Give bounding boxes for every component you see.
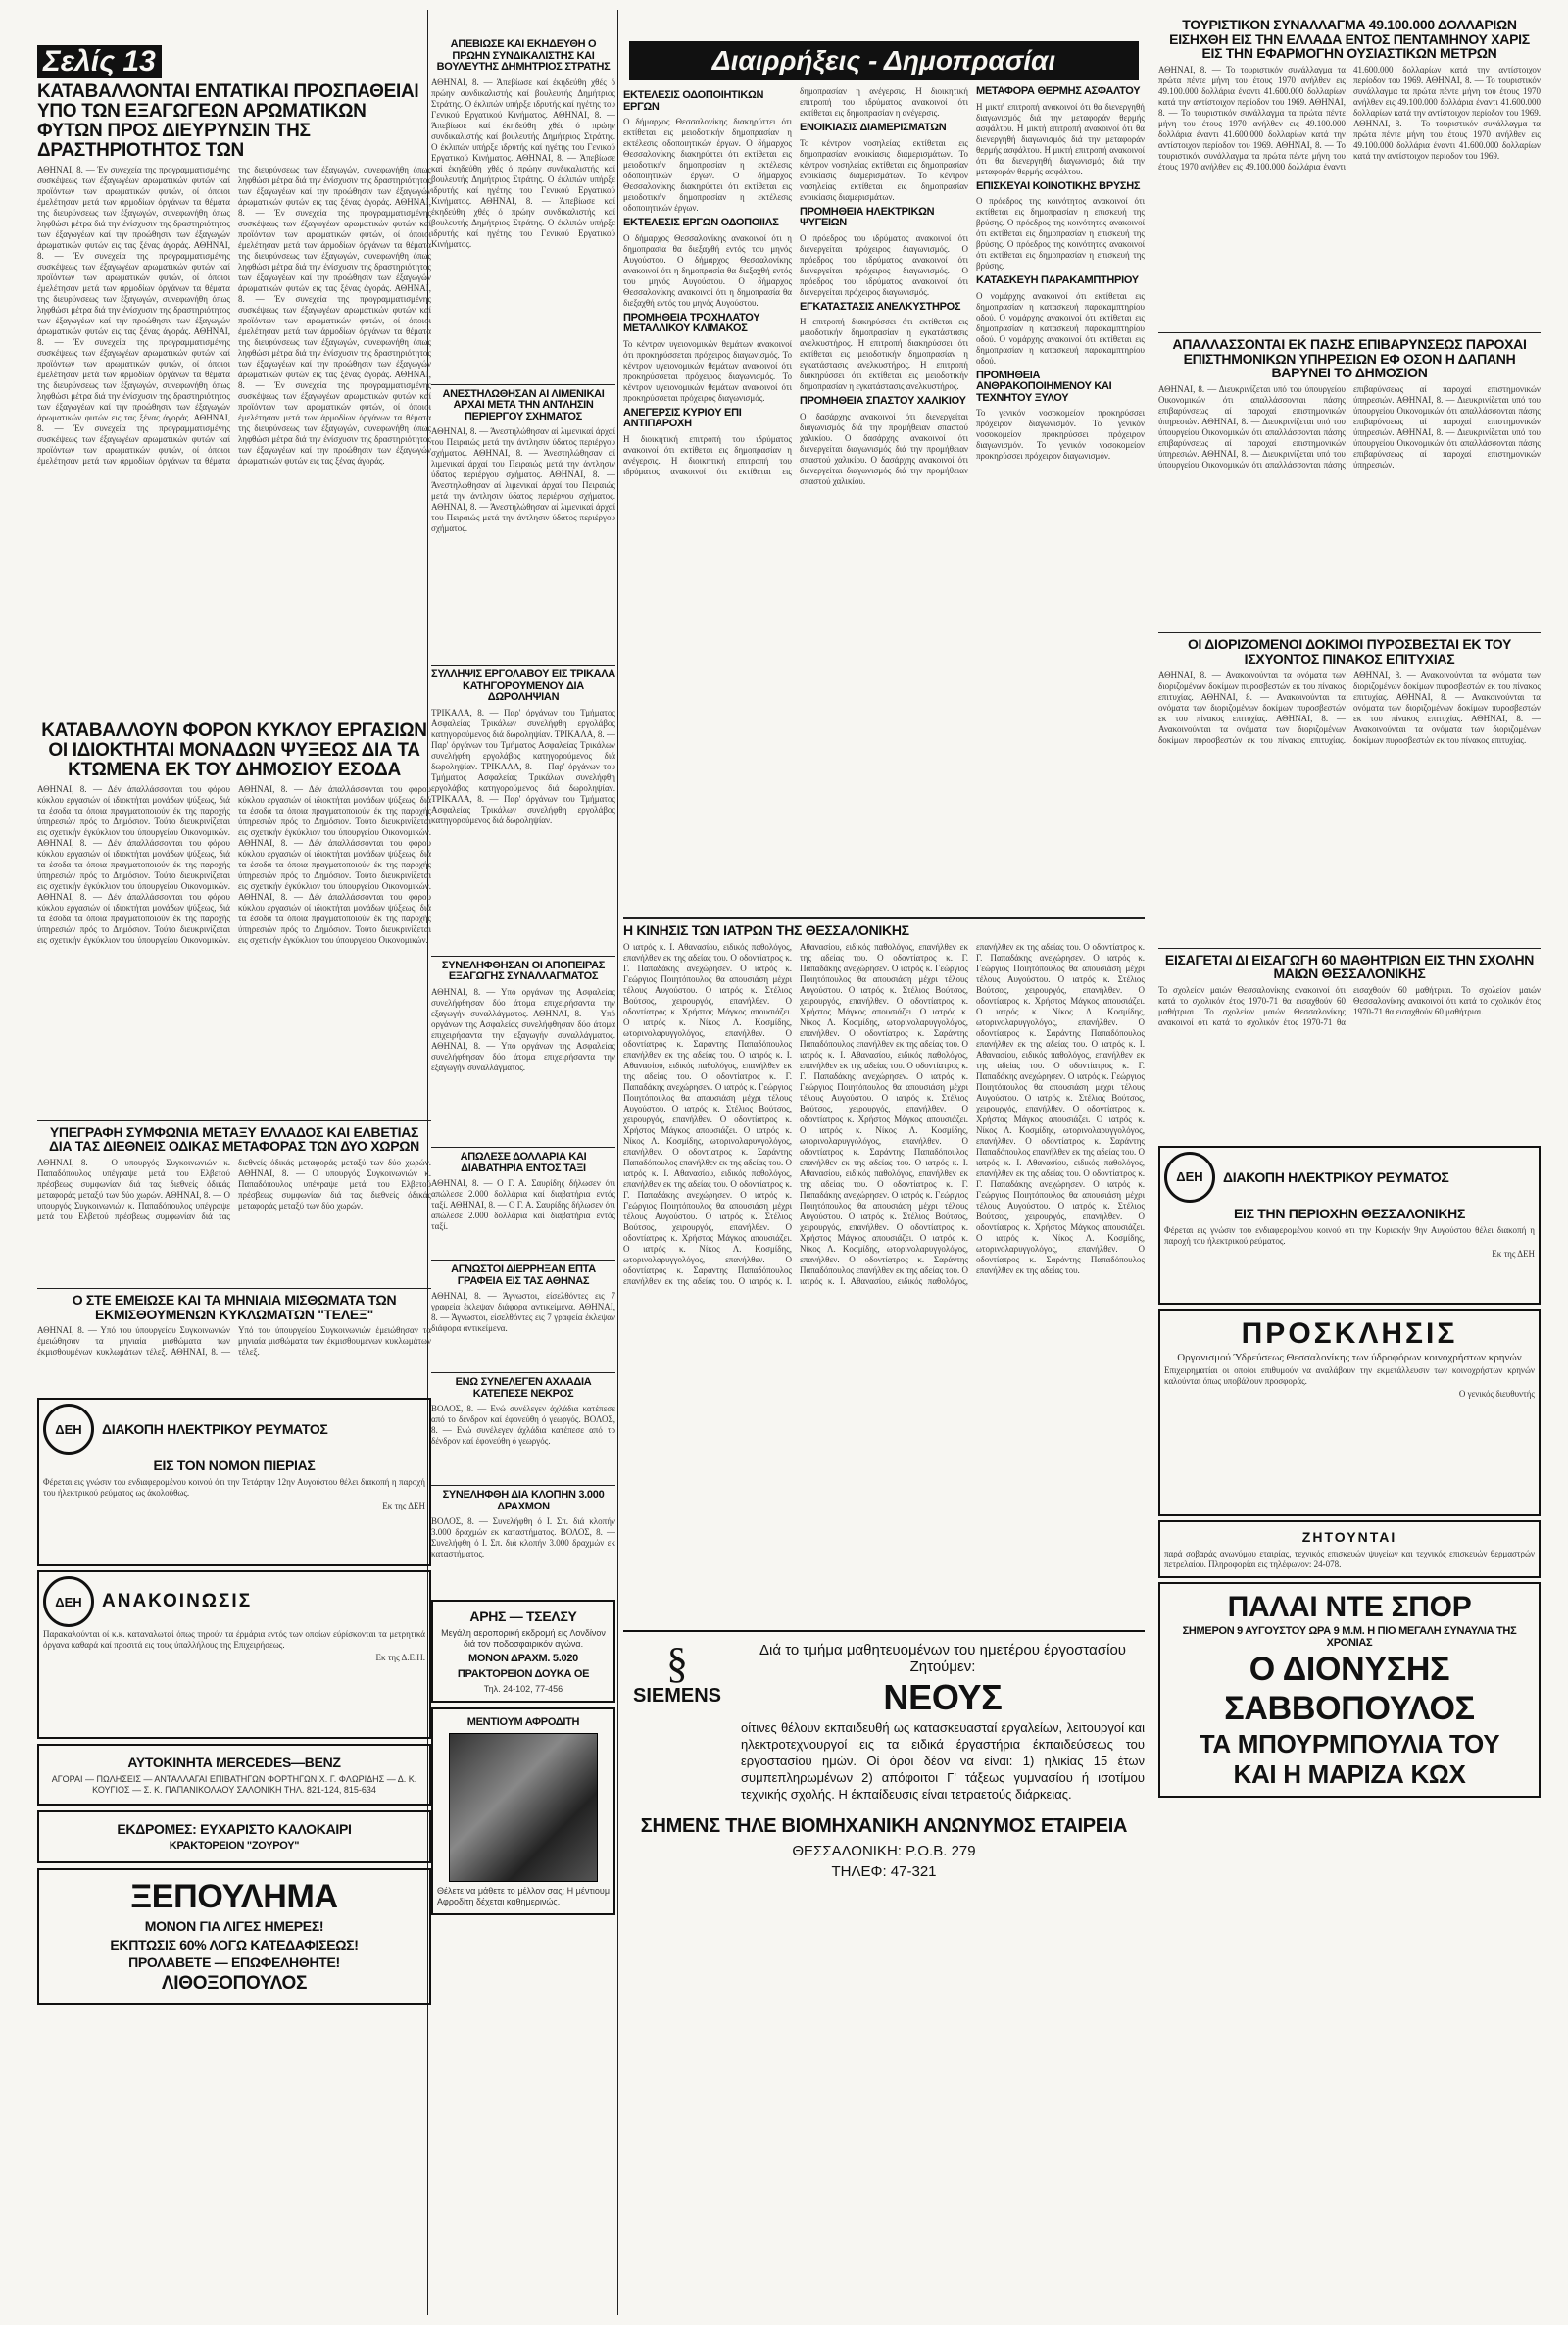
auction-item: ΕΚΤΕΛΕΣΙΣ ΟΔΟΠΟΙΗΤΙΚΩΝ ΕΡΓΩΝ Ο δήμαρχος Θεσσαλονίκης διακηρύττει ότι εκτίθεται εις μειοδοτικήν δημοπρασίαν η εκτέλεσις οδοποιητικών έργων. Ο δήμαρχος Θεσσαλονίκης διακηρύττει ότι εκτίθεται εις μειοδοτικήν δημοπρασίαν η εκτέλεσις οδοποιητικών έργων. Ο δήμαρχος Θεσσαλονίκης διακηρύττει ότι εκτίθεται εις μειοδοτικήν δημοπρασίαν η εκτέλεσις οδοποιητικών έργων. — [623, 89, 793, 214]
headline-harbour: ΑΝΕΣΤΗΛΩΘΗΣΑΝ ΑΙ ΛΙΜΕΝΙΚΑΙ ΑΡΧΑΙ ΜΕΤΑ ΤΗΝ ΑΝΤΛΗΣΙΝ ΠΕΡΙΕΡΓΟΥ ΣΧΗΜΑΤΟΣ — [442, 387, 605, 422]
deh-notice-pieria: ΔΕΗ ΔΙΑΚΟΠΗ ΗΛΕΚΤΡΙΚΟΥ ΡΕΥΜΑΤΟΣ ΕΙΣ ΤΟΝ ΝΟΜΟΝ ΠΙΕΡΙΑΣ Φέρεται εις γνώσιν του ενδιαφερομένου κοινού ότι την Τετάρτην 12ην Αυγούστου θέλει διακοπή η παροχή του ήλεκτρικού ρεύματος ως άκολούθως. Εκ της ΔΕΗ — [37, 1398, 431, 1566]
section-masthead: Διαιρρήξεις - Δημοπρασίαι — [629, 41, 1139, 80]
ad-aris-chelsea: ΑΡΗΣ — ΤΣΕΛΣΥ Μεγάλη αεροπορική εκδρομή εις Λονδίνον διά τον ποδοσφαιρικόν αγώνα. ΜΟΝΟΝ ΔΡΑΧΜ. 5.020 ΠΡΑΚΤΟΡΕΙΟΝ ΔΟΥΚΑ ΟΕ Τηλ. 24-102, 77-456 — [431, 1600, 615, 1703]
auction-item: ΠΡΟΜΗΘΕΙΑ ΗΛΕΚΤΡΙΚΩΝ ΨΥΓΕΙΩΝ Ο πρόεδρος του ιδρύματος ανακοινοί ότι διενεργείται πρόχειρος διαγωνισμός. Ο πρόεδρος του ιδρύματος ανακοινοί ότι διενεργείται πρόχειρος διαγωνισμός. Ο πρόεδρος του ιδρύματος ανακοινοί ότι διενεργείται πρόχειρος διαγωνισμός. — [800, 205, 969, 297]
article-firefighters: ΑΘΗΝΑΙ, 8. — Ανακοινούνται τα ονόματα των διοριζομένων δοκίμων πυροσβεστών εκ του πίνακος επιτυχίας. ΑΘΗΝΑΙ, 8. — Ανακοινούνται τα ονόματα των διοριζομένων δοκίμων πυροσβεστών εκ του πίνακος επιτυχίας. ΑΘΗΝΑΙ, 8. — Ανακοινούνται τα ονόματα των διοριζομένων δοκίμων πυροσβεστών εκ του πίνακος επιτυχίας. ΑΘΗΝΑΙ, 8. — Ανακοινούνται τα ονόματα των διοριζομένων δοκίμων πυροσβεστών εκ του πίνακος επιτυχίας. ΑΘΗΝΑΙ, 8. — Ανακοινούνται τα ονόματα των διοριζομένων δοκίμων πυροσβεστών εκ του πίνακος επιτυχίας. ΑΘΗΝΑΙ, 8. — Ανακοινούνται τα ονόματα των διοριζομένων δοκίμων πυροσβεστών εκ του πίνακος επιτυχίας. — [1158, 669, 1541, 745]
auction-item: ΠΡΟΜΗΘΕΙΑ ΤΡΟΧΗΛΑΤΟΥ ΜΕΤΑΛΛΙΚΟΥ ΚΛΙΜΑΚΟΣ Το κέντρον υγειονομικών θεμάτων ανακοινοί ότι προκηρύσσεται πρόχειρος διαγωνισμός. Το κέντρον υγειονομικών θεμάτων ανακοινοί ότι προκηρύσσεται πρόχειρος διαγωνισμός. Το κέντρον υγειονομικών θεμάτων ανακοινοί ότι προκηρύσσεται πρόχειρος διαγωνισμός. — [623, 311, 793, 403]
deh-notice-thessaloniki: ΔΕΗ ΔΙΑΚΟΠΗ ΗΛΕΚΤΡΙΚΟΥ ΡΕΥΜΑΤΟΣ ΕΙΣ ΤΗΝ ΠΕΡΙΟΧΗΝ ΘΕΣΣΑΛΟΝΙΚΗΣ Φέρεται εις γνώσιν του ενδιαφερομένου κοινού ότι την Κυριακήν 9ην Αυγούστου θέλει διακοπή η παροχή του ήλεκτρικού ρεύματος. Εκ της ΔΕΗ — [1158, 1146, 1541, 1305]
deh-logo-icon: ΔΕΗ — [1164, 1152, 1215, 1203]
headline-greece-switzerland: ΥΠΕΓΡΑΦΗ ΣΥΜΦΩΝΙΑ ΜΕΤΑΞΥ ΕΛΛΑΔΟΣ ΚΑΙ ΕΛΒΕΤΙΑΣ ΔΙΑ ΤΑΣ ΔΙΕΘΝΕΙΣ ΟΔΙΚΑΣ ΜΕΤΑΦΟΡΑΣ ΤΩΝ ΔΥΟ ΧΩΡΩΝ — [49, 1123, 419, 1155]
auction-item: ΠΡΟΜΗΘΕΙΑ ΣΠΑΣΤΟΥ ΧΑΛΙΚΙΟΥ Ο δασάρχης ανακοινοί ότι διενεργείται διαγωνισμός διά την προμήθειαν σπαστού χαλικίου. Ο δασάρχης ανακοινοί ότι διενεργείται διαγωνισμός διά την προμήθειαν σπαστού χαλικίου. Ο δασάρχης ανακοινοί ότι διενεργείται διαγωνισμός διά την προμήθειαν σπαστού χαλικίου. — [800, 395, 969, 486]
headline-pears: ΕΝΩ ΣΥΝΕΛΕΓΕΝ ΑΧΛΑΔΙΑ ΚΑΤΕΠΕΣΕ ΝΕΚΡΟΣ — [455, 1376, 592, 1400]
column-2 — [427, 0, 619, 2325]
column-3: Διαιρρήξεις - Δημοπρασίαι ΕΚΤΕΛΕΣΙΣ ΟΔΟΠΟΙΗΤΙΚΩΝ ΕΡΓΩΝ Ο δήμαρχος Θεσσαλονίκης διακηρύττει ότι εκτίθεται εις μειοδοτικήν δημοπρασίαν η εκτέλεσις οδοποιητικών έργων. Ο δήμαρχος Θεσσαλονίκης διακηρύττει ότι εκτίθεται εις μειοδοτικήν δημοπρασίαν η εκτέλεσις οδοποιητικών έργων. Ο δήμαρχος Θεσσαλονίκης διακηρύττει ότι εκτίθεται εις μειοδοτικήν δημοπρασίαν η εκτέλεσις οδοποιητικών έργων. ΕΚΤΕΛΕΣΙΣ ΕΡΓΩΝ ΟΔΟΠΟΙΙΑΣ Ο δήμαρχος Θεσσαλονίκης ανακοινοί ότι η δημοπρασία θα διεξαχθή εντός του μηνός Αυγούστου. Ο δήμαρχος Θεσσαλονίκης ανακοινοί ότι η δημοπρασία θα διεξαχθή εντός του μηνός Αυγούστου. Ο δήμαρχος Θεσσαλονίκης ανακοινοί ότι η δημοπρασία θα διεξαχθή εντός του μηνός Αυγούστου. ΠΡΟΜΗΘΕΙΑ ΤΡΟΧΗΛΑΤΟΥ ΜΕΤΑΛΛΙΚΟΥ ΚΛΙΜΑΚΟΣ Το κέντρον υγειονομικών θεμάτων ανακοινοί ότι προκηρύσσεται πρόχειρος διαγωνισμός. Το κέντρον υγειονομικών θεμάτων ανακοινοί ότι προκηρύσσεται πρόχειρος διαγωνισμός. Το κέντρον υγειονομικών θεμάτων ανακοινοί ότι προκηρύσσεται πρόχειρος διαγωνισμός. ΑΝΕΓΕΡΣΙΣ ΚΥΡΙΟΥ ΕΠΙ ΑΝΤΙΠΑΡΟΧΗ Η διοικητική επιτροπή του ιδρύματος ανακοινοί ότι εκτίθεται εις δημοπρασίαν η ανέγερσις. Η διοικητική επιτροπή του ιδρύματος ανακοινοί ότι εκτίθεται εις δημοπρασίαν η ανέγερσις. Η διοικητική επιτροπή του ιδρύματος ανακοινοί ότι εκτίθεται εις δημοπρασίαν η ανέγερσις. ΕΝΟΙΚΙΑΣΙΣ ΔΙΑΜΕΡΙΣΜΑΤΩΝ Το κέντρον νοσηλείας εκτίθεται εις δημοπρασίαν ενοικίασις διαμερισμάτων. Το κέντρον νοσηλείας εκτίθεται εις δημοπρασίαν ενοικίασις διαμερισμάτων. Το κέντρον νοσηλείας εκτίθεται εις δημοπρασίαν ενοικίασις διαμερισμάτων. ΠΡΟΜΗΘΕΙΑ ΗΛΕΚΤΡΙΚΩΝ ΨΥΓΕΙΩΝ Ο πρόεδρος του ιδρύματος ανακοινοί ότι διενεργείται πρόχειρος διαγωνισμός. Ο πρόεδρος του ιδρύματος ανακοινοί ότι διενεργείται πρόχειρος διαγωνισμός. Ο πρόεδρος του ιδρύματος ανακοινοί ότι διενεργείται πρόχειρος διαγωνισμός. ΕΓΚΑΤΑΣΤΑΣΙΣ ΑΝΕΛΚΥΣΤΗΡΟΣ Η επιτροπή διακηρύσσει ότι εκτίθεται εις μειοδοτικήν δημοπρασίαν η εγκατάστασις ανελκυστήρος. Η επιτροπή διακηρύσσει ότι εκτίθεται εις μειοδοτικήν δημοπρασίαν η εγκατάστασις ανελκυστήρος. Η επιτροπή διακηρύσσει ότι εκτίθεται εις μειοδοτικήν δημοπρασίαν η εγκατάστασις ανελκυστήρος. ΠΡΟΜΗΘΕΙΑ ΣΠΑΣΤΟΥ ΧΑΛΙΚΙΟΥ Ο δασάρχης ανακοινοί ότι διενεργείται διαγωνισμός διά την προμήθειαν σπαστού χαλικίου. Ο δασάρχης ανακοινοί ότι διενεργείται διαγωνισμός διά την προμήθειαν σπαστού χαλικίου. Ο δασάρχης ανακοινοί ότι διενεργείται διαγωνισμός διά την προμήθειαν σπαστού χαλικίου. ΜΕΤΑΦΟΡΑ ΘΕΡΜΗΣ ΑΣΦΑΛΤΟΥ Η μικτή επιτροπή ανακοινοί ότι θα διενεργηθή διαγωνισμός διά την μεταφοράν θερμής ασφάλτου. Η μικτή επιτροπή ανακοινοί ότι θα διενεργηθή διαγωνισμός διά την μεταφοράν θερμής ασφάλτου. Η μικτή επιτροπή ανακοινοί ότι θα διενεργηθή διαγωνισμός διά την μεταφοράν θερμής ασφάλτου. ΕΠΙΣΚΕΥΑΙ ΚΟΙΝΟΤΙΚΗΣ ΒΡΥΣΗΣ Ο πρόεδρος της κοινότητος ανακοινοί ότι εκτίθεται εις δημοπρασίαν η επισκευή της βρύσης. Ο πρόεδρος της κοινότητος ανακοινοί ότι εκτίθεται εις δημοπρασίαν η επισκευή της βρύσης. Ο πρόεδρος της κοινότητος ανακοινοί ότι εκτίθεται εις δημοπρασίαν η επισκευή της βρύσης. ΚΑΤΑΣΚΕΥΗ ΠΑΡΑΚΑΜΠΤΗΡΙΟΥ Ο νομάρχης ανακοινοί ότι εκτίθεται εις δημοπρασίαν η κατασκευή παρακαμπτηρίου οδού. Ο νομάρχης ανακοινοί ότι εκτίθεται εις δημοπρασίαν η κατασκευή παρακαμπτηρίου οδού. Ο νομάρχης ανακοινοί ότι εκτίθεται εις δημοπρασίαν η κατασκευή παρακαμπτηρίου οδού. ΠΡΟΜΗΘΕΙΑ ΑΝΘΡΑΚΟΠΟΙΗΜΕΝΟΥ ΚΑΙ ΤΕΧΝΗΤΟΥ ΞΥΛΟΥ Το γενικόν νοσοκομείον προκηρύσσει πρόχειρον διαγωνισμόν. Το γενικόν νοσοκομείον προκηρύσσει πρόχειρον διαγωνισμόν. Το γενικόν νοσοκομείον προκηρύσσει πρόχειρον διαγωνισμόν. Η ΚΙΝΗΣΙΣ ΤΩΝ ΙΑΤΡΩΝ ΤΗΣ ΘΕΣΣΑΛΟΝΙΚΗΣ Ο ιατρός κ. Ι. Αθανασίου, ειδικός παθολόγος, επανήλθεν εκ της αδείας του. Ο οδοντίατρος κ. Γ. Παπαδάκης ανεχώρησεν. Ο ιατρός κ. Γεώργιος Ποιητόπουλος θα απουσιάση μέχρι τέλους Αυγούστου. Ο ιατρός κ. Στέλιος Βούτσος, χειρουργός, επανήλθεν. Ο οδοντίατρος κ. Χρήστος Μάγκος απουσιάζει. Ο ιατρός κ. Νίκος Λ. Κοσμίδης, ωτορινολαρυγγολόγος, επανήλθεν. Ο οδοντίατρος κ. Σαράντης Παπαδόπουλος επανήλθεν εκ της αδείας του. Ο ιατρός κ. Ι. Αθανασίου, ειδικός παθολόγος, επανήλθεν εκ της αδείας του. Ο οδοντίατρος κ. Γ. Παπαδάκης ανεχώρησεν. Ο ιατρός κ. Γεώργιος Ποιητόπουλος θα απουσιάση μέχρι τέλους Αυγούστου. Ο ιατρός κ. Στέλιος Βούτσος, χειρουργός, επανήλθεν. Ο οδοντίατρος κ. Χρήστος Μάγκος απουσιάζει. Ο ιατρός κ. Νίκος Λ. Κοσμίδης, ωτορινολαρυγγολόγος, επανήλθεν. Ο οδοντίατρος κ. Σαράντης Παπαδόπουλος επανήλθεν εκ της αδείας του. Ο ιατρός κ. Ι. Αθανασίου, ειδικός παθολόγος, επανήλθεν εκ της αδείας του. Ο οδοντίατρος κ. Γ. Παπαδάκης ανεχώρησεν. Ο ιατρός κ. Γεώργιος Ποιητόπουλος θα απουσιάση μέχρι τέλους Αυγούστου. Ο ιατρός κ. Στέλιος Βούτσος, χειρουργός, επανήλθεν. Ο οδοντίατρος κ. Χρήστος Μάγκος απουσιάζει. Ο ιατρός κ. Νίκος Λ. Κοσμίδης, ωτορινολαρυγγολόγος, επανήλθεν. Ο οδοντίατρος κ. Σαράντης Παπαδόπουλος επανήλθεν εκ της αδείας του. Ο ιατρός κ. Ι. Αθανασίου, ειδικός παθολόγος, επανήλθεν εκ της αδείας του. Ο οδοντίατρος κ. Γ. Παπαδάκης ανεχώρησεν. Ο ιατρός κ. Γεώργιος Ποιητόπουλος θα απουσιάση μέχρι τέλους Αυγούστου. Ο ιατρός κ. Στέλιος Βούτσος, χειρουργός, επανήλθεν. Ο οδοντίατρος κ. Χρήστος Μάγκος απουσιάζει. Ο ιατρός κ. Νίκος Λ. Κοσμίδης, ωτορινολαρυγγολόγος, επανήλθεν. Ο οδοντίατρος κ. Σαράντης Παπαδόπουλος επανήλθεν εκ της αδείας του. Ο ιατρός κ. Ι. Αθανασίου, ειδικός παθολόγος, επανήλθεν εκ της αδείας του. Ο οδοντίατρος κ. Γ. Παπαδάκης ανεχώρησεν. Ο ιατρός κ. Γεώργιος Ποιητόπουλος θα απουσιάση μέχρι τέλους Αυγούστου. Ο ιατρός κ. Στέλιος Βούτσος, χειρουργός, επανήλθεν. Ο οδοντίατρος κ. Χρήστος Μάγκος απουσιάζει. Ο ιατρός κ. Νίκος Λ. Κοσμίδης, ωτορινολαρυγγολόγος, επανήλθεν. Ο οδοντίατρος κ. Σαράντης Παπαδόπουλος επανήλθεν εκ της αδείας του. Ο ιατρός κ. Ι. Αθανασίου, ειδικός παθολόγος, επανήλθεν εκ της αδείας του. Ο οδοντίατρος κ. Γ. Παπαδάκης ανεχώρησεν. Ο ιατρός κ. Γεώργιος Ποιητόπουλος θα απουσιάση μέχρι τέλους Αυγούστου. Ο ιατρός κ. Στέλιος Βούτσος, χειρουργός, επανήλθεν. Ο οδοντίατρος κ. Χρήστος Μάγκος απουσιάζει. Ο ιατρός κ. Νίκος Λ. Κοσμίδης, ωτορινολαρυγγολόγος, επανήλθεν. Ο οδοντίατρος κ. Σαράντης Παπαδόπουλος επανήλθεν εκ της αδείας του. Ο ιατρός κ. Ι. Αθανασίου, ειδικός παθολόγος, επανήλθεν εκ της αδείας του. Ο οδοντίατρος κ. Γ. Παπαδάκης ανεχώρησεν. Ο ιατρός κ. Γεώργιος Ποιητόπουλος θα απουσιάση μέχρι τέλους Αυγούστου. Ο ιατρός κ. Στέλιος Βούτσος, χειρουργός, επανήλθεν. Ο οδοντίατρος κ. Χρήστος Μάγκος απουσιάζει. Ο ιατρός κ. Νίκος Λ. Κοσμίδης, ωτορινολαρυγγολόγος, επανήλθεν. Ο οδοντίατρος κ. Σαράντης Παπαδόπουλος επανήλθεν εκ της αδείας του. Ο ιατρός κ. Ι. Αθανασίου, ειδικός παθολόγος, επανήλθεν εκ της αδείας του. Ο οδοντίατρος κ. Γ. Παπαδάκης ανεχώρησεν. Ο ιατρός κ. Γεώργιος Ποιητόπουλος θα απουσιάση μέχρι τέλους Αυγούστου. Ο ιατρός κ. Στέλιος Βούτσος, χειρουργός, επανήλθεν. Ο οδοντίατρος κ. Χρήστος Μάγκος απουσιάζει. Ο ιατρός κ. Νίκος Λ. Κοσμίδης, ωτορινολαρυγγολόγος, επανήλθεν. Ο οδοντίατρος κ. Σαράντης Παπαδόπουλος επανήλθεν εκ της αδείας του. Ο ιατρός κ. Ι. Αθανασίου, ειδικός παθολόγος, επανήλθεν εκ της αδείας του. Ο οδοντίατρος κ. Γ. Παπαδάκης ανεχώρησεν. Ο ιατρός κ. Γεώργιος Ποιητόπουλος θα απουσιάση μέχρι τέλους Αυγούστου. Ο ιατρός κ. Στέλιος Βούτσος, χειρουργός, επανήλθεν. Ο οδοντίατρος κ. Χρήστος Μάγκος απουσιάζει. Ο ιατρός κ. Νίκος Λ. Κοσμίδης, ωτορινολαρυγγολόγος, επανήλθεν. Ο οδοντίατρος κ. Σαράντης Παπαδόπουλος επανήλθεν εκ της αδείας του. § SIEMENS Διά το τμήμα μαθητευομένων του ημετέρου έργοστασίου Ζητούμεν: ΝΕΟΥΣ οίτινες θέλουν εκπαιδευθή ως κατασκευασταί εργαλείων, λειτουργοί και ηλεκτροτεχνουργοί εις τα ειδικά έργαστήρια έκπαιδεύσεως του εργοστασίου ημών. Οί όροι δέον να είναι: 1) ηλικίας 15 έτων συμπεπληρωμένων 2) απόφοιτοι Γ' τάξεως γυμνασίου ή ισοτίμου τεχνικής σχολής. Η έκπαίδευσις είναι τετραετούς διάρκειας. ΣΗΜΕΝΣ ΤΗΛΕ ΒΙΟΜΗΧΑΝΙΚΗ ΑΝΩΝΥΜΟΣ ΕΤΑΙΡΕΙΑ ΘΕΣΣΑΛΟΝΙΚΗ: Ρ.Ο.Β. 279 ΤΗΛΕΦ: 47-321 — [617, 0, 1151, 2325]
headline-stratis: ΑΠΕΒΙΩΣΕ ΚΑΙ ΕΚΗΔΕΥΘΗ Ο ΠΡΩΗΝ ΣΥΝΔΙΚΑΛΙΣΤΗΣ ΚΑΙ ΒΟΥΛΕΥΤΗΣ ΔΗΜΗΤΡΙΟΣ ΣΤΡΑΤΗΣ — [436, 38, 611, 74]
deh-logo-icon: ΔΕΗ — [43, 1404, 94, 1455]
article-doctors: Ο ιατρός κ. Ι. Αθανασίου, ειδικός παθολόγος, επανήλθεν εκ της αδείας του. Ο οδοντίατρος κ. Γ. Παπαδάκης ανεχώρησεν. Ο ιατρός κ. Γεώργιος Ποιητόπουλος θα απουσιάση μέχρι τέλους Αυγούστου. Ο ιατρός κ. Στέλιος Βούτσος, χειρουργός, επανήλθεν. Ο οδοντίατρος κ. Χρήστος Μάγκος απουσιάζει. Ο ιατρός κ. Νίκος Λ. Κοσμίδης, ωτορινολαρυγγολόγος, επανήλθεν. Ο οδοντίατρος κ. Σαράντης Παπαδόπουλος επανήλθεν εκ της αδείας του. Ο ιατρός κ. Ι. Αθανασίου, ειδικός παθολόγος, επανήλθεν εκ της αδείας του. Ο οδοντίατρος κ. Γ. Παπαδάκης ανεχώρησεν. Ο ιατρός κ. Γεώργιος Ποιητόπουλος θα απουσιάση μέχρι τέλους Αυγούστου. Ο ιατρός κ. Στέλιος Βούτσος, χειρουργός, επανήλθεν. Ο οδοντίατρος κ. Χρήστος Μάγκος απουσιάζει. Ο ιατρός κ. Νίκος Λ. Κοσμίδης, ωτορινολαρυγγολόγος, επανήλθεν. Ο οδοντίατρος κ. Σαράντης Παπαδόπουλος επανήλθεν εκ της αδείας του. Ο ιατρός κ. Ι. Αθανασίου, ειδικός παθολόγος, επανήλθεν εκ της αδείας του. Ο οδοντίατρος κ. Γ. Παπαδάκης ανεχώρησεν. Ο ιατρός κ. Γεώργιος Ποιητόπουλος θα απουσιάση μέχρι τέλους Αυγούστου. Ο ιατρός κ. Στέλιος Βούτσος, χειρουργός, επανήλθεν. Ο οδοντίατρος κ. Χρήστος Μάγκος απουσιάζει. Ο ιατρός κ. Νίκος Λ. Κοσμίδης, ωτορινολαρυγγολόγος, επανήλθεν. Ο οδοντίατρος κ. Σαράντης Παπαδόπουλος επανήλθεν εκ της αδείας του. Ο ιατρός κ. Ι. Αθανασίου, ειδικός παθολόγος, επανήλθεν εκ της αδείας του. Ο οδοντίατρος κ. Γ. Παπαδάκης ανεχώρησεν. Ο ιατρός κ. Γεώργιος Ποιητόπουλος θα απουσιάση μέχρι τέλους Αυγούστου. Ο ιατρός κ. Στέλιος Βούτσος, χειρουργός, επανήλθεν. Ο οδοντίατρος κ. Χρήστος Μάγκος απουσιάζει. Ο ιατρός κ. Νίκος Λ. Κοσμίδης, ωτορινολαρυγγολόγος, επανήλθεν. Ο οδοντίατρος κ. Σαράντης Παπαδόπουλος επανήλθεν εκ της αδείας του. Ο ιατρός κ. Ι. Αθανασίου, ειδικός παθολόγος, επανήλθεν εκ της αδείας του. Ο οδοντίατρος κ. Γ. Παπαδάκης ανεχώρησεν. Ο ιατρός κ. Γεώργιος Ποιητόπουλος θα απουσιάση μέχρι τέλους Αυγούστου. Ο ιατρός κ. Στέλιος Βούτσος, χειρουργός, επανήλθεν. Ο οδοντίατρος κ. Χρήστος Μάγκος απουσιάζει. Ο ιατρός κ. Νίκος Λ. Κοσμίδης, ωτορινολαρυγγολόγος, επανήλθεν. Ο οδοντίατρος κ. Σαράντης Παπαδόπουλος επανήλθεν εκ της αδείας του. Ο ιατρός κ. Ι. Αθανασίου, ειδικός παθολόγος, επανήλθεν εκ της αδείας του. Ο οδοντίατρος κ. Γ. Παπαδάκης ανεχώρησεν. Ο ιατρός κ. Γεώργιος Ποιητόπουλος θα απουσιάση μέχρι τέλους Αυγούστου. Ο ιατρός κ. Στέλιος Βούτσος, χειρουργός, επανήλθεν. Ο οδοντίατρος κ. Χρήστος Μάγκος απουσιάζει. Ο ιατρός κ. Νίκος Λ. Κοσμίδης, ωτορινολαρυγγολόγος, επανήλθεν. Ο οδοντίατρος κ. Σαράντης Παπαδόπουλος επανήλθεν εκ της αδείας του. Ο ιατρός κ. Ι. Αθανασίου, ειδικός παθολόγος, επανήλθεν εκ της αδείας του. Ο οδοντίατρος κ. Γ. Παπαδάκης ανεχώρησεν. Ο ιατρός κ. Γεώργιος Ποιητόπουλος θα απουσιάση μέχρι τέλους Αυγούστου. Ο ιατρός κ. Στέλιος Βούτσος, χειρουργός, επανήλθεν. Ο οδοντίατρος κ. Χρήστος Μάγκος απουσιάζει. Ο ιατρός κ. Νίκος Λ. Κοσμίδης, ωτορινολαρυγγολόγος, επανήλθεν. Ο οδοντίατρος κ. Σαράντης Παπαδόπουλος επανήλθεν εκ της αδείας του. Ο ιατρός κ. Ι. Αθανασίου, ειδικός παθολόγος, επανήλθεν εκ της αδείας του. Ο οδοντίατρος κ. Γ. Παπαδάκης ανεχώρησεν. Ο ιατρός κ. Γεώργιος Ποιητόπουλος θα απουσιάση μέχρι τέλους Αυγούστου. Ο ιατρός κ. Στέλιος Βούτσος, χειρουργός, επανήλθεν. Ο οδοντίατρος κ. Χρήστος Μάγκος απουσιάζει. Ο ιατρός κ. Νίκος Λ. Κοσμίδης, ωτορινολαρυγγολόγος, επανήλθεν. Ο οδοντίατρος κ. Σαράντης Παπαδόπουλος επανήλθεν εκ της αδείας του. Ο ιατρός κ. Ι. Αθανασίου, ειδικός παθολόγος, επανήλθεν εκ της αδείας του. Ο οδοντίατρος κ. Γ. Παπαδάκης ανεχώρησεν. Ο ιατρός κ. Γεώργιος Ποιητόπουλος θα απουσιάση μέχρι τέλους Αυγούστου. Ο ιατρός κ. Στέλιος Βούτσος, χειρουργός, επανήλθεν. Ο οδοντίατρος κ. Χρήστος Μάγκος απουσιάζει. Ο ιατρός κ. Νίκος Λ. Κοσμίδης, ωτορινολαρυγγολόγος, επανήλθεν. Ο οδοντίατρος κ. Σαράντης Παπαδόπουλος επανήλθεν εκ της αδείας του. — [623, 941, 1145, 1286]
auction-item: ΕΚΤΕΛΕΣΙΣ ΕΡΓΩΝ ΟΔΟΠΟΙΙΑΣ Ο δήμαρχος Θεσσαλονίκης ανακοινοί ότι η δημοπρασία θα διεξαχθή εντός του μηνός Αυγούστου. Ο δήμαρχος Θεσσαλονίκης ανακοινοί ότι η δημοπρασία θα διεξαχθή εντός του μηνός Αυγούστου. Ο δήμαρχος Θεσσαλονίκης ανακοινοί ότι η δημοπρασία θα διεξαχθή εντός του μηνός Αυγούστου. — [623, 217, 793, 308]
ad-excursions: ΕΚΔΡΟΜΕΣ: ΕΥΧΑΡΙΣΤΟ ΚΑΛΟΚΑΙΡΙ ΚΡΑΚΤΟΡΕΙΟΝ "ΖΟΥΡΟΥ" — [37, 1810, 431, 1863]
headline-scientific-services: ΑΠΑΛΛΑΣΣΟΝΤΑΙ ΕΚ ΠΑΣΗΣ ΕΠΙΒΑΡΥΝΣΕΩΣ ΠΑΡΟΧΑΙ ΕΠΙΣΤΗΜΟΝΙΚΩΝ ΥΠΗΡΕΣΙΩΝ ΕΦ ΟΣΟΝ Η ΔΑΠΑΝΗ ΒΑΡΥΝΕΙ ΤΟ ΔΗΜΟΣΙΟΝ — [1172, 336, 1527, 381]
headline-tourism: ΤΟΥΡΙΣΤΙΚΟΝ ΣΥΝΑΛΛΑΓΜΑ 49.100.000 ΔΟΛΛΑΡΙΩΝ ΕΙΣΗΧΘΗ ΕΙΣ ΤΗΝ ΕΛΛΑΔΑ ΕΝΤΟΣ ΠΕΝΤΑΜΗΝΟΥ ΧΑΡΙΣ ΕΙΣ ΤΗΝ ΕΦΑΡΜΟΓΗΝ ΟΥΣΙΑΣΤΙΚΩΝ ΜΕΤΡΩΝ — [1169, 17, 1530, 62]
article-aromatic-plants: ΑΘΗΝΑΙ, 8. — Έν συνεχεία της προγραμματισμένης συσκέψεως των έξαγωγέων αρωματικών φυτών καί προϊόντων των αρωματικών φυτών, οί όποιοι έμελέτησαν μετά των άρμοδίων όργάνων τα θέματα της διευρύνσεως των έξαγωγών, συνεφωνήθη όπως ληφθώσι μέτρα διά την ένίσχυσιν της δραστηριότητος των έξαγωγέων καί την προώθησιν των έξαγωγών άρωματικών φυτών εις τας ξένας άγοράς. ΑΘΗΝΑΙ, 8. — Έν συνεχεία της προγραμματισμένης συσκέψεως των έξαγωγέων αρωματικών φυτών καί προϊόντων των αρωματικών φυτών, οί όποιοι έμελέτησαν μετά των άρμοδίων όργάνων τα θέματα της διευρύνσεως των έξαγωγών, συνεφωνήθη όπως ληφθώσι μέτρα διά την ένίσχυσιν της δραστηριότητος των έξαγωγέων καί την προώθησιν των έξαγωγών άρωματικών φυτών εις τας ξένας άγοράς. ΑΘΗΝΑΙ, 8. — Έν συνεχεία της προγραμματισμένης συσκέψεως των έξαγωγέων αρωματικών φυτών καί προϊόντων των αρωματικών φυτών, οί όποιοι έμελέτησαν μετά των άρμοδίων όργάνων τα θέματα της διευρύνσεως των έξαγωγών, συνεφωνήθη όπως ληφθώσι μέτρα διά την ένίσχυσιν της δραστηριότητος των έξαγωγέων καί την προώθησιν των έξαγωγών άρωματικών φυτών εις τας ξένας άγοράς. ΑΘΗΝΑΙ, 8. — Έν συνεχεία της προγραμματισμένης συσκέψεως των έξαγωγέων αρωματικών φυτών καί προϊόντων των αρωματικών φυτών, οί όποιοι έμελέτησαν μετά των άρμοδίων όργάνων τα θέματα της διευρύνσεως των έξαγωγών, συνεφωνήθη όπως ληφθώσι μέτρα διά την ένίσχυσιν της δραστηριότητος των έξαγωγέων καί την προώθησιν των έξαγωγών άρωματικών φυτών εις τας ξένας άγοράς. ΑΘΗΝΑΙ, 8. — Έν συνεχεία της προγραμματισμένης συσκέψεως των έξαγωγέων αρωματικών φυτών καί προϊόντων των αρωματικών φυτών, οί όποιοι έμελέτησαν μετά των άρμοδίων όργάνων τα θέματα της διευρύνσεως των έξαγωγών, συνεφωνήθη όπως ληφθώσι μέτρα διά την ένίσχυσιν της δραστηριότητος των έξαγωγέων καί την προώθησιν των έξαγωγών άρωματικών φυτών εις τας ξένας άγοράς. ΑΘΗΝΑΙ, 8. — Έν συνεχεία της προγραμματισμένης συσκέψεως των έξαγωγέων αρωματικών φυτών καί προϊόντων των αρωματικών φυτών, οί όποιοι έμελέτησαν μετά των άρμοδίων όργάνων τα θέματα της διευρύνσεως των έξαγωγών, συνεφωνήθη όπως ληφθώσι μέτρα διά την ένίσχυσιν της δραστηριότητος των έξαγωγέων καί την προώθησιν των έξαγωγών άρωματικών φυτών εις τας ξένας άγοράς. ΑΘΗΝΑΙ, 8. — Έν συνεχεία της προγραμματισμένης συσκέψεως των έξαγωγέων αρωματικών φυτών καί προϊόντων των αρωματικών φυτών, οί όποιοι έμελέτησαν μετά των άρμοδίων όργάνων τα θέματα της διευρύνσεως των έξαγωγών, συνεφωνήθη όπως ληφθώσι μέτρα διά την ένίσχυσιν της δραστηριότητος των έξαγωγέων καί την προώθησιν των έξαγωγών άρωματικών φυτών εις τας ξένας άγοράς. — [37, 164, 431, 466]
column-4 — [1151, 0, 1544, 2325]
page-number-masthead: Σελίς 13 — [37, 45, 162, 78]
ad-siemens: § SIEMENS Διά το τμήμα μαθητευομένων του ημετέρου έργοστασίου Ζητούμεν: ΝΕΟΥΣ οίτινες θέλουν εκπαιδευθή ως κατασκευασταί εργαλείων, λειτουργοί και ηλεκτροτεχνουργοί εις τα ειδικά έργαστήρια έκπαιδεύσεως του εργοστασίου ημών. Οί όροι δέον να είναι: 1) ηλικίας 15 έτων συμπεπληρωμένων 2) απόφοιτοι Γ' τάξεως γυμνασίου ή ισοτίμου τεχνικής σχολής. Η έκπαίδευσις είναι τετραετούς διάρκειας. — [623, 1630, 1145, 1804]
article-burglary: ΑΘΗΝΑΙ, 8. — Άγνωστοι, είσελθόντες εις 7 γραφεία έκλεψαν διάφορα αντικείμενα. ΑΘΗΝΑΙ, 8. — Άγνωστοι, είσελθόντες εις 7 γραφεία έκλεψαν διάφορα αντικείμενα. — [431, 1291, 615, 1334]
article-dollars-taxi: ΑΘΗΝΑΙ, 8. — Ο Γ. Α. Σαυρίδης δήλωσεν ότι απώλεσε 2.000 δολλάρια καί διαβατήρια εντός ταξί. ΑΘΗΝΑΙ, 8. — Ο Γ. Α. Σαυρίδης δήλωσεν ότι απώλεσε 2.000 δολλάρια καί διαβατήρια εντός ταξί. — [431, 1178, 615, 1232]
column-1 — [37, 0, 431, 2325]
auction-item: ΚΑΤΑΣΚΕΥΗ ΠΑΡΑΚΑΜΠΤΗΡΙΟΥ Ο νομάρχης ανακοινοί ότι εκτίθεται εις δημοπρασίαν η κατασκευή παρακαμπτηρίου οδού. Ο νομάρχης ανακοινοί ότι εκτίθεται εις δημοπρασίαν η κατασκευή παρακαμπτηρίου οδού. Ο νομάρχης ανακοινοί ότι εκτίθεται εις δημοπρασίαν η κατασκευή παρακαμπτηρίου οδού. — [976, 274, 1145, 366]
invitation-notice: ΠΡΟΣΚΛΗΣΙΣ Οργανισμού Ύδρεύσεως Θεσσαλονίκης των ύδροφόρων κοινοχρήστων κρηνών Επιχειρηματίαι οι οποίοι επιθυμούν να αναλάβουν την εκμετάλλευσιν των κοινοχρήστων κρηνών καλούνται όπως υποβάλουν προσφοράς. Ο γενικός διευθυντής — [1158, 1309, 1541, 1516]
article-greece-switzerland: ΑΘΗΝΑΙ, 8. — Ο υπουργός Συγκοινωνιών κ. Παπαδόπουλος υπέγραψε μετά του Ελβετού πρέσβεως συμφωνίαν διά τας διεθνείς όδικάς μεταφοράς μεταξύ των δύο χωρών. ΑΘΗΝΑΙ, 8. — Ο υπουργός Συγκοινωνιών κ. Παπαδόπουλος υπέγραψε μετά του Ελβετού πρέσβεως συμφωνίαν διά τας διεθνείς όδικάς μεταφοράς μεταξύ των δύο χωρών. ΑΘΗΝΑΙ, 8. — Ο υπουργός Συγκοινωνιών κ. Παπαδόπουλος υπέγραψε μετά του Ελβετού πρέσβεως συμφωνίαν διά τας διεθνείς όδικάς μεταφοράς μεταξύ των δύο χωρών. — [37, 1157, 431, 1221]
medium-portrait-photo — [449, 1733, 598, 1882]
article-cold-storage-tax: ΑΘΗΝΑΙ, 8. — Δέν άπαλλάσσονται του φόρου κύκλου εργασιών οί ιδιοκτήται μονάδων ψύξεως, διά τα έσοδα τα όποια πραγματοποιούν έκ της παροχής ύπηρεσιών πρός το Δημόσιον. Τούτο διευκρινίζεται εις σχετικήν έγκύκλιον του ύπουργείου Οικονομικών. ΑΘΗΝΑΙ, 8. — Δέν άπαλλάσσονται του φόρου κύκλου εργασιών οί ιδιοκτήται μονάδων ψύξεως, διά τα έσοδα τα όποια πραγματοποιούν έκ της παροχής ύπηρεσιών πρός το Δημόσιον. Τούτο διευκρινίζεται εις σχετικήν έγκύκλιον του ύπουργείου Οικονομικών. ΑΘΗΝΑΙ, 8. — Δέν άπαλλάσσονται του φόρου κύκλου εργασιών οί ιδιοκτήται μονάδων ψύξεως, διά τα έσοδα τα όποια πραγματοποιούν έκ της παροχής ύπηρεσιών πρός το Δημόσιον. Τούτο διευκρινίζεται εις σχετικήν έγκύκλιον του ύπουργείου Οικονομικών. ΑΘΗΝΑΙ, 8. — Δέν άπαλλάσσονται του φόρου κύκλου εργασιών οί ιδιοκτήται μονάδων ψύξεως, διά τα έσοδα τα όποια πραγματοποιούν έκ της παροχής ύπηρεσιών πρός το Δημόσιον. Τούτο διευκρινίζεται εις σχετικήν έγκύκλιον του ύπουργείου Οικονομικών. ΑΘΗΝΑΙ, 8. — Δέν άπαλλάσσονται του φόρου κύκλου εργασιών οί ιδιοκτήται μονάδων ψύξεως, διά τα έσοδα τα όποια πραγματοποιούν έκ της παροχής ύπηρεσιών πρός το Δημόσιον. Τούτο διευκρινίζεται εις σχετικήν έγκύκλιον του ύπουργείου Οικονομικών. ΑΘΗΝΑΙ, 8. — Δέν άπαλλάσσονται του φόρου κύκλου εργασιών οί ιδιοκτήται μονάδων ψύξεως, διά τα έσοδα τα όποια πραγματοποιούν έκ της παροχής ύπηρεσιών πρός το Δημόσιον. Τούτο διευκρινίζεται εις σχετικήν έγκύκλιον του ύπουργείου Οικονομικών. — [37, 783, 431, 945]
headline-aromatic-plants: ΚΑΤΑΒΑΛΛΟΝΤΑΙ ΕΝΤΑΤΙΚΑΙ ΠΡΟΣΠΑΘΕΙΑΙ ΥΠΟ ΤΩΝ ΕΞΑΓΩΓΕΩΝ ΑΡΩΜΑΤΙΚΩΝ ΦΥΤΩΝ ΠΡΟΣ ΔΙΕΥΡΥΝΣΙΝ ΤΗΣ ΔΡΑΣΤΗΡΙΟΤΗΤΟΣ ΤΩΝ — [37, 81, 419, 161]
auction-item: ΑΝΕΓΕΡΣΙΣ ΚΥΡΙΟΥ ΕΠΙ ΑΝΤΙΠΑΡΟΧΗ Η διοικητική επιτροπή του ιδρύματος ανακοινοί ότι εκτίθεται εις δημοπρασίαν η ανέγερσις. Η διοικητική επιτροπή του ιδρύματος ανακοινοί ότι εκτίθεται εις δημοπρασίαν η ανέγερσις. Η διοικητική επιτροπή του ιδρύματος ανακοινοί ότι εκτίθεται εις δημοπρασίαν η ανέγερσις. — [623, 86, 969, 476]
article-trikala: ΤΡΙΚΑΛΑ, 8. — Παρ' όργάνων του Τμήματος Ασφαλείας Τρικάλων συνελήφθη εργολάβος κατηγορούμενος διά δωροληψίαν. ΤΡΙΚΑΛΑ, 8. — Παρ' όργάνων του Τμήματος Ασφαλείας Τρικάλων συνελήφθη εργολάβος κατηγορούμενος διά δωροληψίαν. ΤΡΙΚΑΛΑ, 8. — Παρ' όργάνων του Τμήματος Ασφαλείας Τρικάλων συνελήφθη εργολάβος κατηγορούμενος διά δωροληψίαν. ΤΡΙΚΑΛΑ, 8. — Παρ' όργάνων του Τμήματος Ασφαλείας Τρικάλων συνελήφθη εργολάβος κατηγορούμενος διά δωροληψίαν. — [431, 707, 615, 825]
article-pears: ΒΟΛΟΣ, 8. — Ενώ συνέλεγεν άχλάδια κατέπεσε από το δένδρον καί έφονεύθη ό γεωργός. ΒΟΛΟΣ, 8. — Ενώ συνέλεγεν άχλάδια κατέπεσε από το δένδρον καί έφονεύθη ό γεωργός. — [431, 1404, 615, 1447]
siemens-logo-icon: § — [666, 1638, 688, 1687]
headline-currency: ΣΥΝΕΛΗΦΘΗΣΑΝ ΟΙ ΑΠΟΠΕΙΡΑΣ ΕΞΑΓΩΓΗΣ ΣΥΝΑΛΛΑΓΜΑΤΟΣ — [441, 959, 606, 983]
auction-item: ΕΝΟΙΚΙΑΣΙΣ ΔΙΑΜΕΡΙΣΜΑΤΩΝ Το κέντρον νοσηλείας εκτίθεται εις δημοπρασίαν ενοικίασις διαμερισμάτων. Το κέντρον νοσηλείας εκτίθεται εις δημοπρασίαν ενοικίασις διαμερισμάτων. Το κέντρον νοσηλείας εκτίθεται εις δημοπρασίαν ενοικίασις διαμερισμάτων. — [800, 122, 968, 202]
ad-medium-afroditi: ΜΕΝΤΙΟΥΜ ΑΦΡΟΔΙΤΗ Θέλετε να μάθετε το μέλλον σας; Η μέντιουμ Αφροδίτη δέχεται καθημερινώς. — [431, 1707, 615, 1915]
article-harbour: ΑΘΗΝΑΙ, 8. — Άνεστηλώθησαν αί λιμενικαί άρχαί του Πειραιώς μετά την άντλησιν ύδατος περιέργου σχήματος. ΑΘΗΝΑΙ, 8. — Άνεστηλώθησαν αί λιμενικαί άρχαί του Πειραιώς μετά την άντλησιν ύδατος περιέργου σχήματος. ΑΘΗΝΑΙ, 8. — Άνεστηλώθησαν αί λιμενικαί άρχαί του Πειραιώς μετά την άντλησιν ύδατος περιέργου σχήματος. ΑΘΗΝΑΙ, 8. — Άνεστηλώθησαν αί λιμενικαί άρχαί του Πειραιώς μετά την άντλησιν ύδατος περιέργου σχήματος. — [431, 426, 615, 534]
ad-concert: ΠΑΛΑΙ ΝΤΕ ΣΠΟΡ ΣΗΜΕΡΟΝ 9 ΑΥΓΟΥΣΤΟΥ ΩΡΑ 9 Μ.Μ. Η ΠΙΟ ΜΕΓΑΛΗ ΣΥΝΑΥΛΙΑ ΤΗΣ ΧΡΟΝΙΑΣ Ο ΔΙΟΝΥΣΗΣ ΣΑΒΒΟΠΟΥΛΟΣ ΤΑ ΜΠΟΥΡΜΠΟΥΛΙΑ ΤΟΥ ΚΑΙ Η ΜΑΡΙΖΑ ΚΩΧ — [1158, 1582, 1541, 1799]
headline-telex: Ο ΣΤΕ ΕΜΕΙΩΣΕ ΚΑΙ ΤΑ ΜΗΝΙΑΙΑ ΜΙΣΘΩΜΑΤΑ ΤΩΝ ΕΚΜΙΣΘΟΥΜΕΝΩΝ ΚΥΚΛΩΜΑΤΩΝ "ΤΕΛΕΞ" — [72, 1291, 397, 1322]
article-currency: ΑΘΗΝΑΙ, 8. — Υπό οργάνων της Ασφαλείας συνελήφθησαν δύο άτομα επιχειρήσαντα την εξαγωγήν συναλλάγματος. ΑΘΗΝΑΙ, 8. — Υπό οργάνων της Ασφαλείας συνελήφθησαν δύο άτομα επιχειρήσαντα την εξαγωγήν συναλλάγματος. ΑΘΗΝΑΙ, 8. — Υπό οργάνων της Ασφαλείας συνελήφθησαν δύο άτομα επιχειρήσαντα την εξαγωγήν συναλλάγματος. — [431, 987, 615, 1073]
article-theft: ΒΟΛΟΣ, 8. — Συνελήφθη ό Ι. Σπ. διά κλοπήν 3.000 δραχμών εκ καταστήματος. ΒΟΛΟΣ, 8. — Συνελήφθη ό Ι. Σπ. διά κλοπήν 3.000 δραχμών εκ καταστήματος. — [431, 1516, 615, 1559]
auction-item: ΕΓΚΑΤΑΣΤΑΣΙΣ ΑΝΕΛΚΥΣΤΗΡΟΣ Η επιτροπή διακηρύσσει ότι εκτίθεται εις μειοδοτικήν δημοπρασίαν η εγκατάστασις ανελκυστήρος. Η επιτροπή διακηρύσσει ότι εκτίθεται εις μειοδοτικήν δημοπρασίαν η εγκατάστασις ανελκυστήρος. Η επιτροπή διακηρύσσει ότι εκτίθεται εις μειοδοτικήν δημοπρασίαν η εγκατάστασις ανελκυστήρος. — [800, 300, 968, 392]
ad-mercedes: ΑΥΤΟΚΙΝΗΤΑ MERCEDES—BENZ ΑΓΟΡΑΙ — ΠΩΛΗΣΕΙΣ — ΑΝΤΑΛΛΑΓΑΙ ΕΠΙΒΑΤΗΓΩΝ ΦΟΡΤΗΓΩΝ Χ. Γ. ΦΛΩΡΙΔΗΣ — Δ. Κ. ΚΟΥΓΙΟΣ — Σ. Κ. ΠΑΠΑΝΙΚΟΛΑΟΥ ΣΑΛΟΝΙΚΗ ΤΗΛ. 821-124, 815-634 — [37, 1744, 431, 1806]
deh-announcement: ΔΕΗ ΑΝΑΚΟΙΝΩΣΙΣ Παρακαλούνται οί κ.κ. καταναλωταί όπως τηρούν τα έρμάρια εντός των οποίων εύρίσκονται τα μετρητικά όργανα καθαρά καί προσιτά εις τους ύπαλλήλους της Επιχειρήσεως. Εκ της Δ.Ε.Η. — [37, 1570, 431, 1739]
siemens-company-name: ΣΗΜΕΝΣ ΤΗΛΕ ΒΙΟΜΗΧΑΝΙΚΗ ΑΝΩΝΥΜΟΣ ΕΤΑΙΡΕΙΑ — [640, 1815, 1128, 1838]
headline-burglary: ΑΓΝΩΣΤΟΙ ΔΙΕΡΡΗΞΑΝ ΕΠΤΑ ΓΡΑΦΕΙΑ ΕΙΣ ΤΑΣ ΑΘΗΝΑΣ — [451, 1263, 596, 1287]
auction-item: ΜΕΤΑΦΟΡΑ ΘΕΡΜΗΣ ΑΣΦΑΛΤΟΥ Η μικτή επιτροπή ανακοινοί ότι θα διενεργηθή διαγωνισμός διά την μεταφοράν θερμής ασφάλτου. Η μικτή επιτροπή ανακοινοί ότι θα διενεργηθή διαγωνισμός διά την μεταφοράν θερμής ασφάλτου. Η μικτή επιτροπή ανακοινοί ότι θα διενεργηθή διαγωνισμός διά την μεταφοράν θερμής ασφάλτου. — [976, 86, 1145, 176]
headline-doctors: Η ΚΙΝΗΣΙΣ ΤΩΝ ΙΑΤΡΩΝ ΤΗΣ ΘΕΣΣΑΛΟΝΙΚΗΣ — [623, 922, 909, 938]
headline-cold-storage-tax: ΚΑΤΑΒΑΛΛΟΥΝ ΦΟΡΟΝ ΚΥΚΛΟΥ ΕΡΓΑΣΙΩΝ ΟΙ ΙΔΙΟΚΤΗΤΑΙ ΜΟΝΑΔΩΝ ΨΥΞΕΩΣ ΔΙΑ ΤΑ ΚΤΩΜΕΝΑ ΕΚ ΤΟΥ ΔΗΜΟΣΙΟΥ ΕΣΟΔΑ — [41, 719, 427, 780]
article-scientific-services: ΑΘΗΝΑΙ, 8. — Διευκρινίζεται υπό του ύπουργείου Οικονομικών ότι απαλλάσσονται πάσης επιβαρύνσεως αί παροχαί επιστημονικών ύπηρεσιών. ΑΘΗΝΑΙ, 8. — Διευκρινίζεται υπό του ύπουργείου Οικονομικών ότι απαλλάσσονται πάσης επιβαρύνσεως αί παροχαί επιστημονικών ύπηρεσιών. ΑΘΗΝΑΙ, 8. — Διευκρινίζεται υπό του ύπουργείου Οικονομικών ότι απαλλάσσονται πάσης επιβαρύνσεως αί παροχαί επιστημονικών ύπηρεσιών. ΑΘΗΝΑΙ, 8. — Διευκρινίζεται υπό του ύπουργείου Οικονομικών ότι απαλλάσσονται πάσης επιβαρύνσεως αί παροχαί επιστημονικών ύπηρεσιών. ΑΘΗΝΑΙ, 8. — Διευκρινίζεται υπό του ύπουργείου Οικονομικών ότι απαλλάσσονται πάσης επιβαρύνσεως αί παροχαί επιστημονικών ύπηρεσιών. — [1158, 384, 1541, 470]
ad-clearance-sale: ΞΕΠΟΥΛΗΜΑ ΜΟΝΟΝ ΓΙΑ ΛΙΓΕΣ ΗΜΕΡΕΣ! ΕΚΠΤΩΣΙΣ 60% ΛΟΓΩ ΚΑΤΕΔΑΦΙΣΕΩΣ! ΠΡΟΛΑΒΕΤΕ — ΕΠΩΦΕΛΗΘΗΤΕ! ΛΙΘΟΞΟΠΟΥΛΟΣ — [37, 1868, 431, 2005]
headline-theft: ΣΥΝΕΛΗΦΘΗ ΔΙΑ ΚΛΟΠΗΝ 3.000 ΔΡΑΧΜΩΝ — [442, 1489, 605, 1512]
headline-trikala: ΣΥΛΛΗΨΙΣ ΕΡΓΟΛΑΒΟΥ ΕΙΣ ΤΡΙΚΑΛΑ ΚΑΤΗΓΟΡΟΥΜΕΝΟΥ ΔΙΑ ΔΩΡΟΛΗΨΙΑΝ — [431, 668, 615, 704]
article-tourism: ΑΘΗΝΑΙ, 8. — Το τουριστικόν συνάλλαγμα τα πρώτα πέντε μήνη του έτους 1970 ανήλθεν εις 49.100.000 δολλάρια έναντι 41.600.000 δολλαρίων κατά την αντίστοιχον περίοδον του 1969. ΑΘΗΝΑΙ, 8. — Το τουριστικόν συνάλλαγμα τα πρώτα πέντε μήνη του έτους 1970 ανήλθεν εις 49.100.000 δολλάρια έναντι 41.600.000 δολλαρίων κατά την αντίστοιχον περίοδον του 1969. ΑΘΗΝΑΙ, 8. — Το τουριστικόν συνάλλαγμα τα πρώτα πέντε μήνη του έτους 1970 ανήλθεν εις 49.100.000 δολλάρια έναντι 41.600.000 δολλαρίων κατά την αντίστοιχον περίοδον του 1969. ΑΘΗΝΑΙ, 8. — Το τουριστικόν συνάλλαγμα τα πρώτα πέντε μήνη του έτους 1970 ανήλθεν εις 49.100.000 δολλάρια έναντι 41.600.000 δολλαρίων κατά την αντίστοιχον περίοδον του 1969. ΑΘΗΝΑΙ, 8. — Το τουριστικόν συνάλλαγμα τα πρώτα πέντε μήνη του έτους 1970 ανήλθεν εις 49.100.000 δολλάρια έναντι 41.600.000 δολλαρίων κατά την αντίστοιχον περίοδον του 1969. — [1158, 65, 1541, 173]
auction-item: ΕΠΙΣΚΕΥΑΙ ΚΟΙΝΟΤΙΚΗΣ ΒΡΥΣΗΣ Ο πρόεδρος της κοινότητος ανακοινοί ότι εκτίθεται εις δημοπρασίαν η επισκευή της βρύσης. Ο πρόεδρος της κοινότητος ανακοινοί ότι εκτίθεται εις δημοπρασίαν η επισκευή της βρύσης. Ο πρόεδρος της κοινότητος ανακοινοί ότι εκτίθεται εις δημοπρασίαν η επισκευή της βρύσης. — [976, 179, 1145, 272]
headline-firefighters: ΟΙ ΔΙΟΡΙΖΟΜΕΝΟΙ ΔΟΚΙΜΟΙ ΠΥΡΟΣΒΕΣΤΑΙ ΕΚ ΤΟΥ ΙΣΧΥΟΝΤΟΣ ΠΙΝΑΚΟΣ ΕΠΙΤΥΧΙΑΣ — [1187, 636, 1512, 667]
auction-item: ΠΡΟΜΗΘΕΙΑ ΑΝΘΡΑΚΟΠΟΙΗΜΕΝΟΥ ΚΑΙ ΤΕΧΝΗΤΟΥ ΞΥΛΟΥ Το γενικόν νοσοκομείον προκηρύσσει πρόχειρον διαγωνισμόν. Το γενικόν νοσοκομείον προκηρύσσει πρόχειρον διαγωνισμόν. Το γενικόν νοσοκομείον προκηρύσσει πρόχειρον διαγωνισμόν. — [976, 369, 1145, 462]
headline-midwives: ΕΙΣΑΓΕΤΑΙ ΔΙ ΕΙΣΑΓΩΓΗ 60 ΜΑΘΗΤΡΙΩΝ ΕΙΣ ΤΗΝ ΣΧΟΛΗΝ ΜΑΙΩΝ ΘΕΣΣΑΛΟΝΙΚΗΣ — [1164, 951, 1535, 982]
headline-dollars-taxi: ΑΠΩΛΕΣΕ ΔΟΛΛΑΡΙΑ ΚΑΙ ΔΙΑΒΑΤΗΡΙΑ ΕΝΤΟΣ ΤΑΞΙ — [460, 1151, 587, 1174]
article-midwives: Το σχολείον μαιών Θεσσαλονίκης ανακοινοί ότι κατά το σχολικόν έτος 1970-71 θα εισαχθούν 60 μαθήτριαι. Το σχολείον μαιών Θεσσαλονίκης ανακοινοί ότι κατά το σχολικόν έτος 1970-71 θα εισαχθούν 60 μαθήτριαι. Το σχολείον μαιών Θεσσαλονίκης ανακοινοί ότι κατά το σχολικόν έτος 1970-71 θα εισαχθούν 60 μαθήτριαι. — [1158, 984, 1541, 1027]
auctions-list — [623, 86, 1145, 915]
deh-logo-icon: ΔΕΗ — [43, 1576, 94, 1627]
wanted-notice: ΖΗΤΟΥΝΤΑΙ παρά σοβαράς ανωνύμου εταιρίας, τεχνικός επισκευών ψυγείων και τεχνικός επισκευών θερμαστρών πετρελαίου. Πληροφορίαι εις τηλέφωνον: 24-078. — [1158, 1520, 1541, 1578]
article-stratis: ΑΘΗΝΑΙ, 8. — Άπεβίωσε καί έκηδεύθη χθές ό πρώην συνδικαλιστής καί βουλευτής Δημήτριος Στράτης. Ο έκλιπών υπήρξε ιδρυτής καί ηγέτης του Γενικού Εργατικού Κινήματος. ΑΘΗΝΑΙ, 8. — Άπεβίωσε καί έκηδεύθη χθές ό πρώην συνδικαλιστής καί βουλευτής Δημήτριος Στράτης. Ο έκλιπών υπήρξε ιδρυτής καί ηγέτης του Γενικού Εργατικού Κινήματος. ΑΘΗΝΑΙ, 8. — Άπεβίωσε καί έκηδεύθη χθές ό πρώην συνδικαλιστής καί βουλευτής Δημήτριος Στράτης. Ο έκλιπών υπήρξε ιδρυτής καί ηγέτης του Γενικού Εργατικού Κινήματος. ΑΘΗΝΑΙ, 8. — Άπεβίωσε καί έκηδεύθη χθές ό πρώην συνδικαλιστής καί βουλευτής Δημήτριος Στράτης. Ο έκλιπών υπήρξε ιδρυτής καί ηγέτης του Γενικού Εργατικού Κινήματος. — [431, 76, 615, 249]
article-telex: ΑΘΗΝΑΙ, 8. — Υπό του ύπουργείου Συγκοινωνιών έμειώθησαν τα μηνιαία μισθώματα των έκμισθουμένων κυκλωμάτων τέλεξ. ΑΘΗΝΑΙ, 8. — Υπό του ύπουργείου Συγκοινωνιών έμειώθησαν τα μηνιαία μισθώματα των έκμισθουμένων κυκλωμάτων τέλεξ. — [37, 1325, 431, 1358]
